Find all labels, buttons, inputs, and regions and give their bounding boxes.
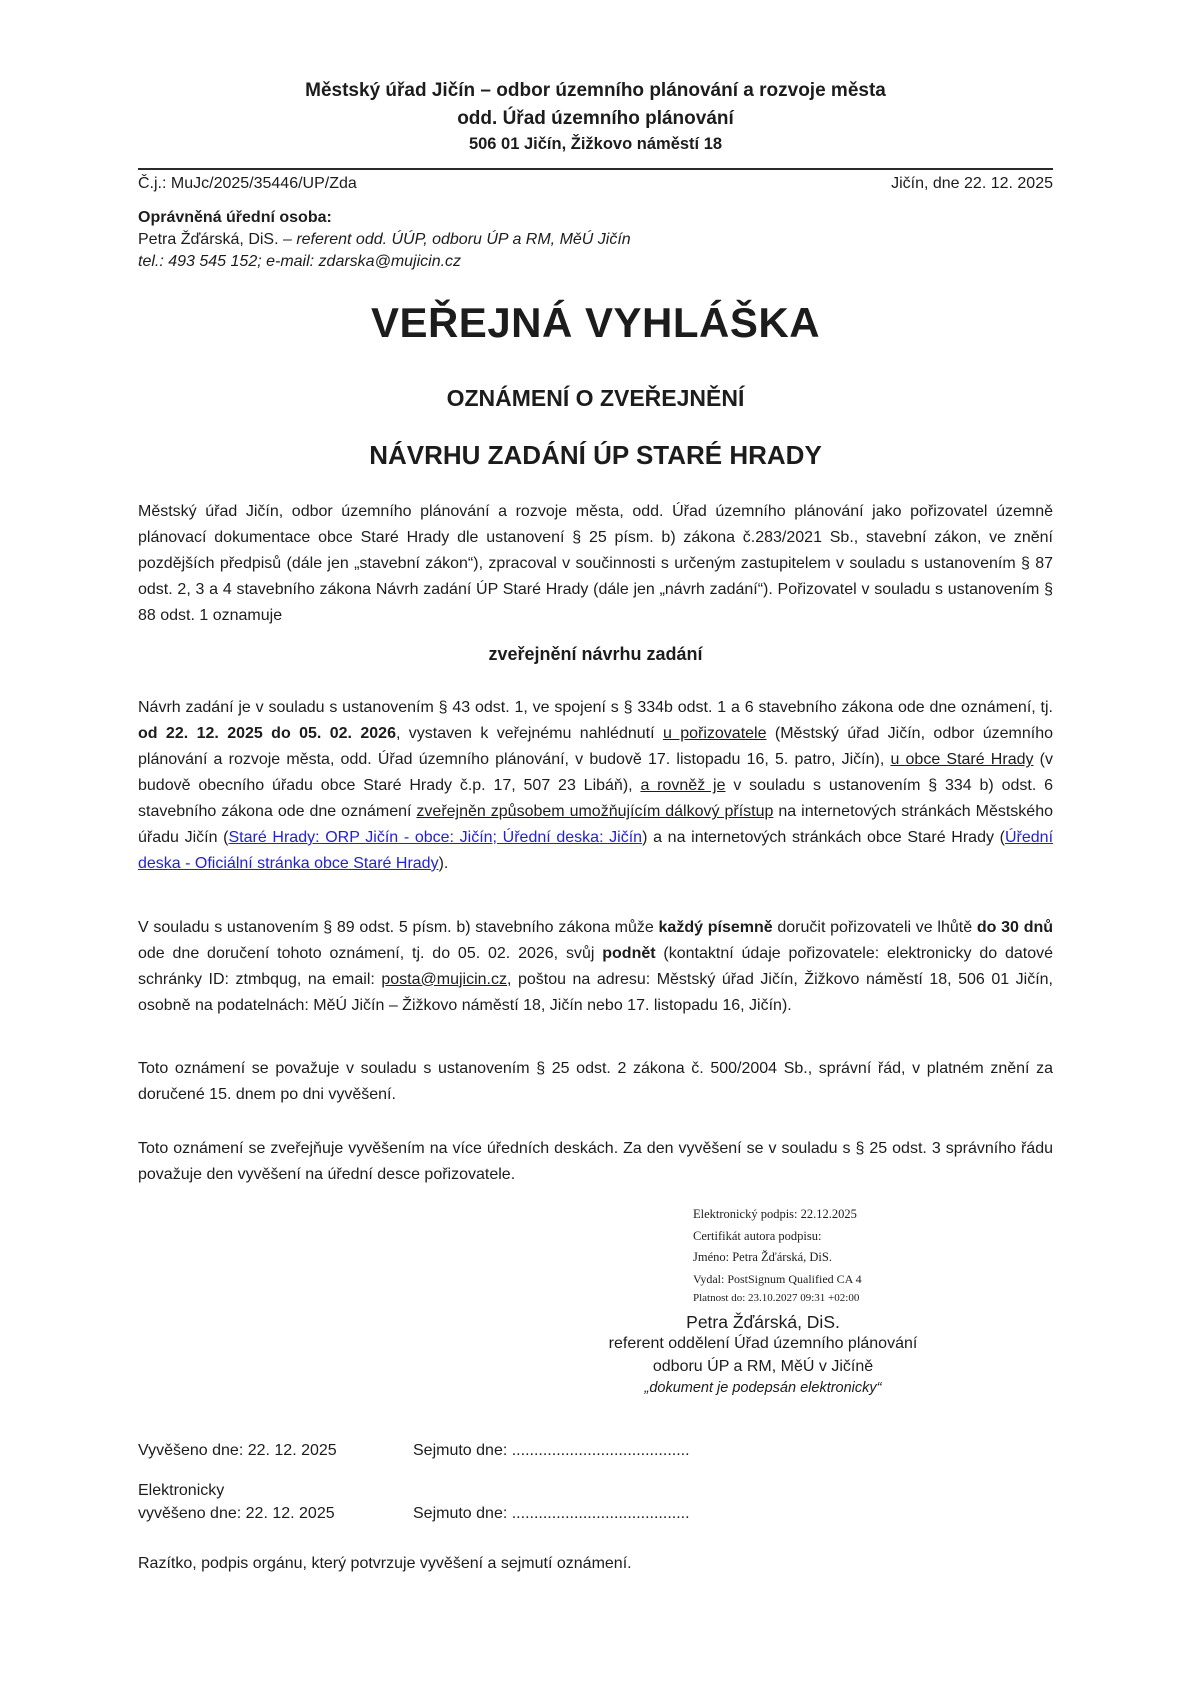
official-person-label: Oprávněná úřední osoba: (138, 208, 332, 226)
text-run: u pořizovatele (662, 725, 767, 743)
paragraph-publication-details (138, 695, 1053, 876)
official-person-contact (138, 251, 1053, 273)
authority-address: 506 01 Jičín, Žižkovo náměstí 18 (468, 135, 723, 154)
text-run: na internetových stránkách Městského úřadu Jičín ( (138, 803, 1053, 847)
hyperlink-stare-hrady[interactable]: Úřední deska - Oficiální stránka obce Staré Hrady (138, 829, 1054, 872)
signatory-name: Petra Žďárská, DiS. (686, 1312, 840, 1333)
reference-number: Č.j.: MuJc/2025/35446/UP/Zda (138, 174, 357, 192)
official-contact-block (138, 207, 1053, 273)
text-run: – referent odd. ÚÚP, odboru ÚP a RM, MěÚ Jičín (282, 230, 631, 248)
electronic-label: Elektronicky (138, 1482, 225, 1500)
reference-row (138, 175, 1053, 193)
email-link[interactable]: posta@mujicin.cz (381, 970, 507, 988)
signatory-role-line1: referent oddělení Úřad územního plánování (608, 1335, 918, 1353)
text-run: doručit pořizovateli ve lhůtě (772, 918, 977, 936)
text-run: , poštou na adresu: Městský úřad Jičín, Žižkovo náměstí 18, 506 01 Jičín, osobně na podatelnách: MěÚ Jičín – Žižkovo náměstí 18, Jičín nebo 17. listopadu 16, Jičín). (138, 970, 1054, 1014)
text-run: do 30 dnů (976, 918, 1054, 936)
removed-date-cell (413, 1440, 690, 1462)
place-and-date: Jičín, dne 22. 12. 2025 (891, 174, 1053, 192)
text-run: V souladu s ustanovením § 89 odst. 5 písm. b) stavebního zákona může (138, 918, 659, 936)
text-run: tel.: 493 545 152; e-mail: zdarska@mujicin.cz (138, 252, 462, 270)
stamp-line-issuer: Vydal: PostSignum Qualified CA 4 (693, 1271, 862, 1286)
letterhead (138, 78, 1053, 156)
eremoved-label: Sejmuto dne: (413, 1504, 508, 1522)
stamp-signature-note: Razítko, podpis orgánu, který potvrzuje vyvěšení a sejmutí oznámení. (138, 1555, 632, 1573)
document-subtitle-1: OZNÁMENÍ O ZVEŘEJNĚNÍ (446, 384, 745, 411)
document-title: VEŘEJNÁ VYHLÁŠKA (370, 298, 821, 346)
electronic-signature-stamp (523, 1204, 1003, 1308)
stamp-line-name: Jméno: Petra Žďárská, DiS. (693, 1250, 832, 1265)
text-run: , vystaven k veřejnému nahlédnutí (395, 725, 663, 743)
document-subtitle-2: NÁVRHU ZADÁNÍ ÚP STARÉ HRADY (369, 439, 822, 470)
paragraph-posting-rule: Toto oznámení se zveřejňuje vyvěšením na více úředních deskách. Za den vyvěšení se v souladu s § 25 odst. 3 správního řádu považuje den vyvěšení na úřední desce pořizovatele. (138, 1140, 1053, 1184)
eposted-date-cell (138, 1480, 413, 1525)
authority-department: odd. Úřad územního plánování (457, 107, 734, 129)
posting-row-electronic (138, 1480, 1053, 1525)
header-divider (138, 168, 1053, 170)
text-run: zveřejněn způsobem umožňujícím dálkový přístup (416, 803, 774, 821)
eremoved-date-dots: ........................................ (511, 1504, 690, 1522)
hyperlink-orp-jicin[interactable]: Staré Hrady: ORP Jičín - obce: Jičín; Úřední deska: Jičín (228, 829, 643, 847)
posting-row-paper (138, 1440, 1053, 1462)
posted-date-cell (138, 1440, 413, 1462)
electronic-signing-note: „dokument je podepsán elektronicky“ (644, 1379, 882, 1396)
text-run: ) a na internetových stránkách obce Staré Hrady ( (642, 829, 1005, 847)
text-run: v souladu s ustanovením § 334 b) odst. 6 stavebního zákona ode dne oznámení (138, 777, 1054, 821)
text-run: od 22. 12. 2025 do 05. 02. 2026 (138, 725, 396, 743)
eremoved-date-cell (413, 1503, 690, 1525)
text-run: Petra Žďárská, DiS. (138, 230, 283, 248)
official-person-name (138, 229, 1053, 251)
paragraph-delivery-rule: Toto oznámení se považuje v souladu s ustanovením § 25 odst. 2 zákona č. 500/2004 Sb., správní řád, v platném znění za doručené 15. dnem po dni vyvěšení. (138, 1060, 1053, 1104)
paragraph-introduction: Městský úřad Jičín, odbor územního plánování a rozvoje města, odd. Úřad územního plánování jako pořizovatel územně plánovací dokumentace obce Staré Hrady dle ustanovení § 25 písm. b) zákona č.283/2021 Sb., stavební zákon, ve znění pozdějších předpisů (dále jen „stavební zákon“), zpracoval v součinnosti s určeným zastupitelem v souladu s ustanovením § 87 odst. 2, 3 a 4 stavebního zákona Návrh zadání ÚP Staré Hrady (dále jen „návrh zadání“). Pořizovatel v souladu s ustanovením § 88 odst. 1 oznamuje (138, 502, 1053, 624)
posted-label: Vyvěšeno dne: (138, 1441, 244, 1459)
stamp-line-validity: Platnost do: 23.10.2027 09:31 +02:00 (693, 1292, 860, 1305)
publish-heading: zveřejnění návrhu zadání (488, 644, 703, 665)
eposted-label: vyvěšeno dne: (138, 1504, 242, 1522)
removed-label: Sejmuto dne: (413, 1441, 508, 1459)
text-run: (v budově obecního úřadu obce Staré Hrady č.p. 17, 507 23 Libáň), (138, 751, 1053, 795)
authority-name: Městský úřad Jičín – odbor územního plánování a rozvoje města (305, 80, 886, 101)
eposted-line (138, 1503, 413, 1525)
signature-column (523, 1204, 1003, 1396)
text-run: každý písemně (658, 918, 773, 936)
text-run: podnět (602, 944, 656, 962)
text-run: (Městský úřad Jičín, odbor územního plánování a rozvoje města, odd. Úřad územního plánování, v budově 17. listopadu 16, 5. patro, Jičín), (138, 725, 1053, 769)
eposted-date: 22. 12. 2025 (245, 1504, 335, 1522)
stamp-line-signature-date: Elektronický podpis: 22.12.2025 (693, 1207, 857, 1222)
text-run: Návrh zadání je v souladu s ustanovením § 43 odst. 1, ve spojení s § 334b odst. 1 a 6 stavebního zákona ode dne oznámení, tj. (138, 699, 1053, 717)
paragraph-submission-instructions (138, 915, 1053, 1019)
text-run: ). (438, 854, 449, 872)
signatory-role-line2: odboru ÚP a RM, MěÚ v Jičíně (652, 1357, 874, 1375)
posted-date: 22. 12. 2025 (247, 1441, 337, 1459)
posting-section (138, 1440, 1053, 1573)
text-run: (kontaktní údaje pořizovatele: elektronicky do datové schránky ID: ztmbqug, na email: (138, 944, 1054, 988)
text-run: u obce Staré Hrady (890, 751, 1034, 769)
text-run: ode dne doručení tohoto oznámení, tj. do 05. 02. 2026, svůj (138, 944, 603, 962)
stamp-line-certificate: Certifikát autora podpisu: (693, 1228, 822, 1243)
text-run: a rovněž je (640, 777, 726, 795)
removed-date-dots: ........................................ (511, 1441, 690, 1459)
